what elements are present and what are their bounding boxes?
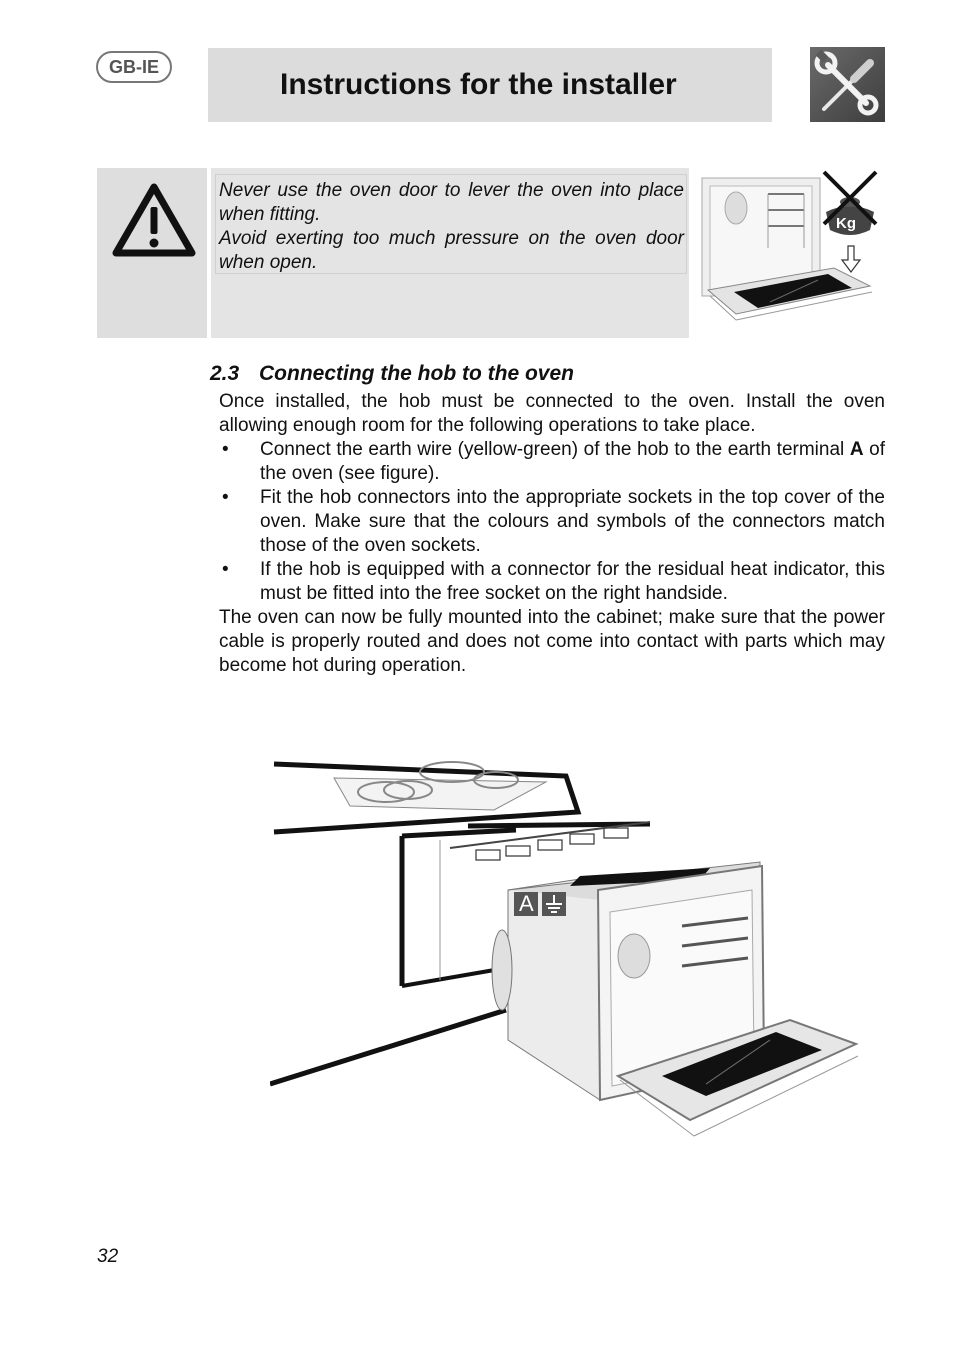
warning-triangle-icon (112, 183, 196, 262)
bullet: • (222, 439, 229, 460)
intro-paragraph: Once installed, the hob must be connected to the oven. Install the oven allowing enough room for the following operations to take place. (219, 391, 885, 436)
list-item: • Fit the hob connectors into the appropriate sockets in the top cover of the oven. Make sure that the colours and symbols of the connectors match those of the oven sockets. (222, 487, 885, 556)
section-title: Connecting the hob to the oven (259, 362, 574, 385)
page-number: 32 (97, 1246, 119, 1267)
warning-line-2: Avoid exerting too much pressure on the oven door when open. (219, 228, 684, 273)
list-item: • If the hob is equipped with a connector for the residual heat indicator, this must be fitted into the free socket on the right handside. (222, 559, 885, 604)
section-body (219, 390, 885, 678)
instruction-list (219, 438, 885, 606)
warning-line-1: Never use the oven door to lever the oven into place when fitting. (219, 180, 684, 225)
bullet: • (222, 487, 229, 508)
kg-label: Kg (836, 215, 856, 232)
section-heading (210, 362, 574, 386)
oven-door-warning-figure (700, 168, 880, 345)
terminal-label: A (849, 439, 864, 460)
section-number: 2.3 (210, 362, 240, 385)
bullet: • (222, 559, 229, 580)
language-badge: GB-IE (96, 51, 172, 83)
tools-icon (810, 47, 885, 122)
closing-paragraph: The oven can now be fully mounted into the cabinet; make sure that the power cable is properly routed and does not come into contact with parts which may become hot during operation. (219, 607, 885, 676)
hob-oven-connection-figure (270, 740, 862, 1155)
warning-text-box (211, 168, 689, 338)
page-title: Instructions for the installer (208, 48, 772, 122)
terminal-a-label: A (519, 891, 534, 916)
list-item: • Connect the earth wire (yellow-green) of the hob to the earth terminal A of the oven (see figure). (222, 439, 885, 484)
